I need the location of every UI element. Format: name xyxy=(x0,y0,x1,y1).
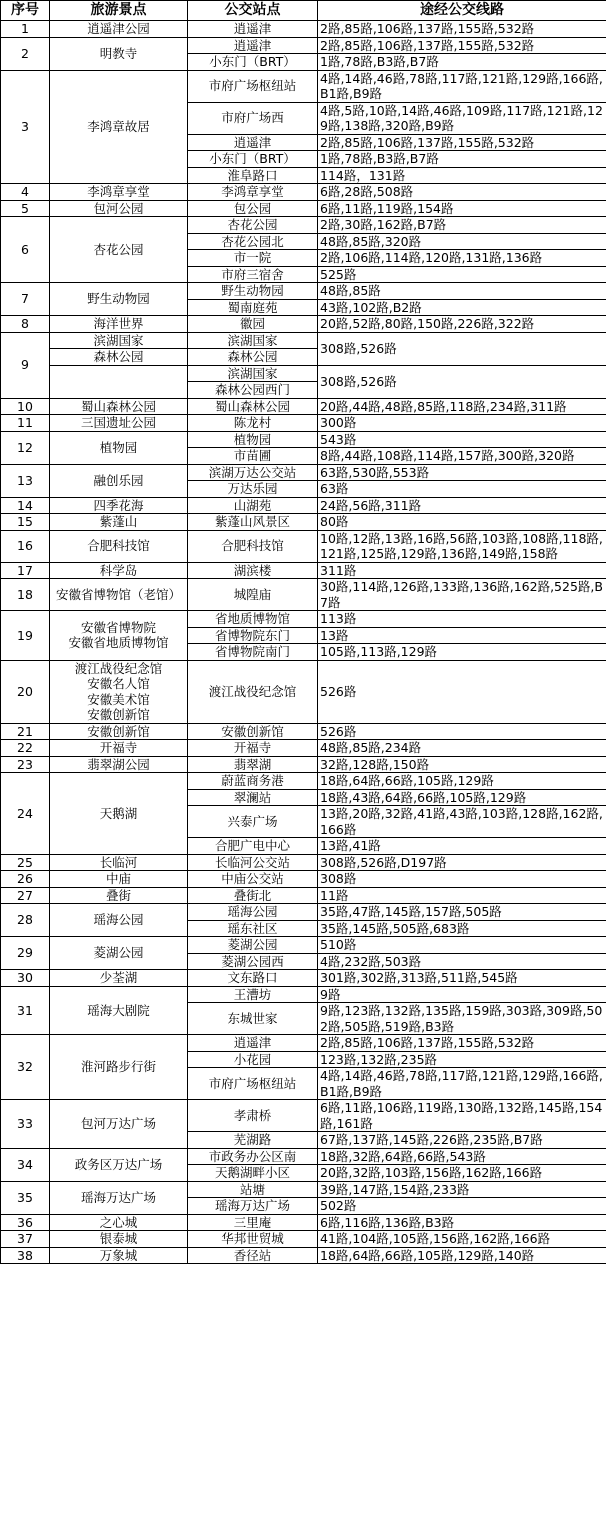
scenic-spot-line: 森林公园 xyxy=(50,349,187,366)
scenic-spot: 合肥科技馆 xyxy=(50,530,188,562)
bus-stop: 东城世家 xyxy=(188,1003,318,1035)
table-row xyxy=(1,562,606,579)
bus-stop: 王漕坊 xyxy=(188,986,318,1003)
bus-routes: 11路 xyxy=(318,887,606,904)
row-index: 10 xyxy=(1,398,50,415)
scenic-spot: 开福寺 xyxy=(50,740,188,757)
table-row xyxy=(1,200,606,217)
row-index: 11 xyxy=(1,415,50,432)
row-index: 35 xyxy=(1,1181,50,1214)
table-row xyxy=(1,611,606,628)
table-row xyxy=(1,723,606,740)
row-index: 37 xyxy=(1,1231,50,1248)
table-row xyxy=(1,579,606,611)
bus-routes: 311路 xyxy=(318,562,606,579)
bus-stop: 逍遥津 xyxy=(188,37,318,54)
bus-stop: 市府三宿舍 xyxy=(188,266,318,283)
scenic-spot: 安徽省博物馆（老馆） xyxy=(50,579,188,611)
scenic-spot xyxy=(50,611,188,661)
scenic-spot: 杏花公园 xyxy=(50,217,188,283)
bus-routes: 2路,30路,162路,B7路 xyxy=(318,217,606,234)
bus-routes: 39路,147路,154路,233路 xyxy=(318,1181,606,1198)
bus-stop: 香径站 xyxy=(188,1247,318,1264)
table-row xyxy=(1,937,606,954)
scenic-spot-line: 安徽名人馆 xyxy=(87,676,150,691)
row-index: 22 xyxy=(1,740,50,757)
bus-stop: 省博物院东门 xyxy=(188,627,318,644)
scenic-spot: 淮河路步行街 xyxy=(50,1035,188,1100)
table-row xyxy=(1,415,606,432)
scenic-spot: 李鸿章享堂 xyxy=(50,184,188,201)
bus-stop: 城隍庙 xyxy=(188,579,318,611)
row-index: 3 xyxy=(1,70,50,184)
table-row xyxy=(1,904,606,921)
bus-stop: 杏花公园北 xyxy=(188,233,318,250)
table-row xyxy=(1,1247,606,1264)
bus-stop: 包公园 xyxy=(188,200,318,217)
table-row xyxy=(1,21,606,38)
bus-routes: 308路,526路 xyxy=(318,365,606,398)
bus-stop: 蜀山森林公园 xyxy=(188,398,318,415)
table-row xyxy=(1,1100,606,1132)
row-index: 29 xyxy=(1,937,50,970)
bus-routes: 9路 xyxy=(318,986,606,1003)
bus-routes: 4路,232路,503路 xyxy=(318,953,606,970)
row-index: 7 xyxy=(1,283,50,316)
scenic-spot: 逍遥津公园 xyxy=(50,21,188,38)
row-index: 21 xyxy=(1,723,50,740)
scenic-spot: 翡翠湖公园 xyxy=(50,756,188,773)
bus-routes: 8路,44路,108路,114路,157路,300路,320路 xyxy=(318,448,606,465)
bus-stop: 省地质博物馆 xyxy=(188,611,318,628)
scenic-spot: 蜀山森林公园 xyxy=(50,398,188,415)
scenic-spot: 包河公园 xyxy=(50,200,188,217)
bus-routes: 18路,64路,66路,105路,129路,140路 xyxy=(318,1247,606,1264)
scenic-spot: 少荃湖 xyxy=(50,970,188,987)
scenic-spot-line: 渡江战役纪念馆 xyxy=(74,660,163,676)
bus-stop: 市府广场枢纽站 xyxy=(188,1068,318,1100)
bus-routes: 113路 xyxy=(318,611,606,628)
bus-routes: 308路 xyxy=(318,871,606,888)
table-row xyxy=(1,773,606,790)
bus-stop: 植物园 xyxy=(188,431,318,448)
bus-routes: 2路,85路,106路,137路,155路,532路 xyxy=(318,21,606,38)
bus-stop: 瑶东社区 xyxy=(188,920,318,937)
table-row xyxy=(1,871,606,888)
table-row xyxy=(1,740,606,757)
table-row xyxy=(1,497,606,514)
row-index: 6 xyxy=(1,217,50,283)
bus-stop: 叠街北 xyxy=(188,887,318,904)
scenic-spot-line: 安徽创新馆 xyxy=(87,707,150,722)
bus-stop: 中庙公交站 xyxy=(188,871,318,888)
bus-routes: 18路,43路,64路,66路,105路,129路 xyxy=(318,789,606,806)
bus-routes: 48路,85路,320路 xyxy=(318,233,606,250)
bus-stop: 市府广场枢纽站 xyxy=(188,70,318,102)
table-row xyxy=(1,37,606,54)
bus-routes: 1路,78路,B3路,B7路 xyxy=(318,151,606,168)
bus-routes: 30路,114路,126路,133路,136路,162路,525路,B7路 xyxy=(318,579,606,611)
row-index: 27 xyxy=(1,887,50,904)
bus-routes: 35路,145路,505路,683路 xyxy=(318,920,606,937)
row-index: 4 xyxy=(1,184,50,201)
bus-routes: 300路 xyxy=(318,415,606,432)
row-index: 32 xyxy=(1,1035,50,1100)
bus-stop: 逍遥津 xyxy=(188,21,318,38)
row-index: 15 xyxy=(1,514,50,531)
bus-stop: 翠澜站 xyxy=(188,789,318,806)
table-row xyxy=(1,887,606,904)
bus-routes: 308路,526路,D197路 xyxy=(318,854,606,871)
row-index: 18 xyxy=(1,579,50,611)
bus-routes: 48路,85路,234路 xyxy=(318,740,606,757)
scenic-spot: 瑶海大剧院 xyxy=(50,986,188,1035)
bus-stop: 滨湖万达公交站 xyxy=(188,464,318,481)
row-index: 31 xyxy=(1,986,50,1035)
row-index: 8 xyxy=(1,316,50,333)
row-index: 30 xyxy=(1,970,50,987)
scenic-spot: 叠街 xyxy=(50,887,188,904)
header-bus-stop: 公交站点 xyxy=(188,1,318,21)
bus-routes: 1路,78路,B3路,B7路 xyxy=(318,54,606,71)
bus-stop: 文东路口 xyxy=(188,970,318,987)
table-row xyxy=(1,514,606,531)
bus-stop: 逍遥津 xyxy=(188,134,318,151)
bus-stop: 菱湖公园 xyxy=(188,937,318,954)
scenic-spot: 安徽创新馆 xyxy=(50,723,188,740)
bus-routes: 4路,14路,46路,78路,117路,121路,129路,166路,B1路,B9路 xyxy=(318,1068,606,1100)
bus-stop: 菱湖公园西 xyxy=(188,953,318,970)
row-index: 38 xyxy=(1,1247,50,1264)
bus-stop: 山湖苑 xyxy=(188,497,318,514)
bus-routes: 502路 xyxy=(318,1198,606,1215)
bus-stop: 兴泰广场 xyxy=(188,806,318,838)
row-index: 14 xyxy=(1,497,50,514)
scenic-spot: 天鹅湖 xyxy=(50,773,188,855)
row-index: 36 xyxy=(1,1214,50,1231)
bus-routes: 63路,530路,553路 xyxy=(318,464,606,481)
bus-routes: 24路,56路,311路 xyxy=(318,497,606,514)
bus-routes: 20路,52路,80路,150路,226路,322路 xyxy=(318,316,606,333)
row-index: 16 xyxy=(1,530,50,562)
scenic-spot: 明教寺 xyxy=(50,37,188,70)
bus-stop: 蜀南庭苑 xyxy=(188,299,318,316)
scenic-spot-line: 安徽省博物院 xyxy=(80,619,156,635)
bus-routes: 308路,526路 xyxy=(318,332,606,365)
row-index: 23 xyxy=(1,756,50,773)
bus-routes: 4路,14路,46路,78路,117路,121路,129路,166路,B1路,B9路 xyxy=(318,70,606,102)
scenic-spot: 紫蓬山 xyxy=(50,514,188,531)
bus-stop: 湖滨楼 xyxy=(188,562,318,579)
scenic-spot: 之心城 xyxy=(50,1214,188,1231)
bus-routes: 114路，131路 xyxy=(318,167,606,184)
table-row xyxy=(1,217,606,234)
scenic-spot: 科学岛 xyxy=(50,562,188,579)
bus-routes: 2路,85路,106路,137路,155路,532路 xyxy=(318,1035,606,1052)
bus-stop: 渡江战役纪念馆 xyxy=(188,660,318,723)
bus-routes: 105路,113路,129路 xyxy=(318,644,606,661)
bus-stop: 野生动物园 xyxy=(188,283,318,300)
bus-routes: 4路,5路,10路,14路,46路,109路,117路,121路,129路,138路,320路,B9路 xyxy=(318,102,606,134)
bus-stop: 芜湖路 xyxy=(188,1132,318,1149)
bus-stop: 森林公园 xyxy=(188,349,318,366)
bus-routes: 510路 xyxy=(318,937,606,954)
bus-routes: 67路,137路,145路,226路,235路,B7路 xyxy=(318,1132,606,1149)
table-row xyxy=(1,431,606,448)
row-index: 17 xyxy=(1,562,50,579)
bus-routes: 2路,85路,106路,137路,155路,532路 xyxy=(318,134,606,151)
header-scenic-spot: 旅游景点 xyxy=(50,1,188,21)
bus-routes: 6路,28路,508路 xyxy=(318,184,606,201)
scenic-spot: 海洋世界 xyxy=(50,316,188,333)
bus-stop: 市一院 xyxy=(188,250,318,267)
bus-stop: 森林公园西门 xyxy=(188,382,318,399)
bus-routes: 6路,11路,106路,119路,130路,132路,145路,154路,161路 xyxy=(318,1100,606,1132)
bus-routes: 80路 xyxy=(318,514,606,531)
table-row xyxy=(1,70,606,102)
scenic-spot xyxy=(50,332,188,398)
scenic-spot: 银泰城 xyxy=(50,1231,188,1248)
bus-routes: 41路,104路,105路,156路,162路,166路 xyxy=(318,1231,606,1248)
bus-routes: 6路,11路,119路,154路 xyxy=(318,200,606,217)
bus-stop: 小东门（BRT） xyxy=(188,54,318,71)
bus-routes: 525路 xyxy=(318,266,606,283)
bus-routes: 35路,47路,145路,157路,505路 xyxy=(318,904,606,921)
bus-stop: 瑶海公园 xyxy=(188,904,318,921)
bus-stop: 徽园 xyxy=(188,316,318,333)
row-index: 13 xyxy=(1,464,50,497)
bus-routes: 2路,106路,114路,120路,131路,136路 xyxy=(318,250,606,267)
bus-stop: 市政务办公区南 xyxy=(188,1148,318,1165)
scenic-spot: 包河万达广场 xyxy=(50,1100,188,1149)
bus-stop: 李鸿章享堂 xyxy=(188,184,318,201)
bus-stop: 华邦世贸城 xyxy=(188,1231,318,1248)
table-row xyxy=(1,660,606,723)
table-row xyxy=(1,1181,606,1198)
table-row xyxy=(1,970,606,987)
scenic-spot: 瑶海公园 xyxy=(50,904,188,937)
row-index: 2 xyxy=(1,37,50,70)
bus-stop: 瑶海万达广场 xyxy=(188,1198,318,1215)
bus-routes: 48路,85路 xyxy=(318,283,606,300)
scenic-spot: 三国遗址公园 xyxy=(50,415,188,432)
bus-routes: 9路,123路,132路,135路,159路,303路,309路,502路,505路,519路,B3路 xyxy=(318,1003,606,1035)
bus-stop: 杏花公园 xyxy=(188,217,318,234)
bus-stop: 蔚蓝商务港 xyxy=(188,773,318,790)
row-index: 24 xyxy=(1,773,50,855)
table-row xyxy=(1,398,606,415)
bus-stop: 合肥科技馆 xyxy=(188,530,318,562)
bus-stop: 陈龙村 xyxy=(188,415,318,432)
bus-routes: 123路,132路,235路 xyxy=(318,1051,606,1068)
bus-stop: 省博物院南门 xyxy=(188,644,318,661)
row-index: 1 xyxy=(1,21,50,38)
scenic-spot: 菱湖公园 xyxy=(50,937,188,970)
bus-stop: 开福寺 xyxy=(188,740,318,757)
bus-stop: 长临河公交站 xyxy=(188,854,318,871)
bus-routes: 20路,44路,48路,85路,118路,234路,311路 xyxy=(318,398,606,415)
bus-stop: 逍遥津 xyxy=(188,1035,318,1052)
row-index: 26 xyxy=(1,871,50,888)
bus-stop: 站塘 xyxy=(188,1181,318,1198)
bus-stop: 三里庵 xyxy=(188,1214,318,1231)
bus-routes: 526路 xyxy=(318,660,606,723)
bus-routes: 13路,20路,32路,41路,43路,103路,128路,162路,166路 xyxy=(318,806,606,838)
bus-stop: 小花园 xyxy=(188,1051,318,1068)
scenic-spot: 瑶海万达广场 xyxy=(50,1181,188,1214)
scenic-spot: 李鸿章故居 xyxy=(50,70,188,184)
scenic-spot: 万象城 xyxy=(50,1247,188,1264)
bus-routes: 18路,64路,66路,105路,129路 xyxy=(318,773,606,790)
bus-stop: 天鹅湖畔小区 xyxy=(188,1165,318,1182)
scenic-spot: 政务区万达广场 xyxy=(50,1148,188,1181)
bus-stop: 紫蓬山风景区 xyxy=(188,514,318,531)
bus-stop: 市苗圃 xyxy=(188,448,318,465)
table-row xyxy=(1,464,606,481)
bus-stop: 合肥广电中心 xyxy=(188,838,318,855)
scenic-spot xyxy=(50,660,188,723)
bus-routes: 43路,102路,B2路 xyxy=(318,299,606,316)
bus-routes: 13路,41路 xyxy=(318,838,606,855)
bus-routes: 32路,128路,150路 xyxy=(318,756,606,773)
scenic-spot-line: 安徽美术馆 xyxy=(87,691,150,707)
header-bus-routes: 途经公交线路 xyxy=(318,1,606,21)
row-index: 12 xyxy=(1,431,50,464)
table-row xyxy=(1,756,606,773)
header-index: 序号 xyxy=(1,1,50,21)
bus-stop: 孝肃桥 xyxy=(188,1100,318,1132)
bus-stop: 万达乐园 xyxy=(188,481,318,498)
table-row xyxy=(1,332,606,349)
table-row xyxy=(1,184,606,201)
row-index: 33 xyxy=(1,1100,50,1149)
scenic-spot-line: 安徽省地质博物馆 xyxy=(68,635,169,651)
scenic-spot: 长临河 xyxy=(50,854,188,871)
bus-stop: 滨湖国家 xyxy=(188,332,318,349)
bus-routes: 301路,302路,313路,511路,545路 xyxy=(318,970,606,987)
bus-routes: 10路,12路,13路,16路,56路,103路,108路,118路,121路,125路,129路,136路,149路,158路 xyxy=(318,530,606,562)
bus-stop: 翡翠湖 xyxy=(188,756,318,773)
row-index: 34 xyxy=(1,1148,50,1181)
table-row xyxy=(1,986,606,1003)
table-row xyxy=(1,854,606,871)
scenic-spot: 四季花海 xyxy=(50,497,188,514)
row-index: 25 xyxy=(1,854,50,871)
scenic-spot: 野生动物园 xyxy=(50,283,188,316)
bus-routes: 526路 xyxy=(318,723,606,740)
bus-routes: 2路,85路,106路,137路,155路,532路 xyxy=(318,37,606,54)
bus-stop: 安徽创新馆 xyxy=(188,723,318,740)
row-index: 9 xyxy=(1,332,50,398)
scenic-spot: 中庙 xyxy=(50,871,188,888)
scenic-spot: 植物园 xyxy=(50,431,188,464)
bus-routes: 13路 xyxy=(318,627,606,644)
row-index: 19 xyxy=(1,611,50,661)
row-index: 5 xyxy=(1,200,50,217)
table-row xyxy=(1,1214,606,1231)
table-row xyxy=(1,1035,606,1052)
table-row xyxy=(1,530,606,562)
header-row xyxy=(1,1,606,21)
bus-stop: 小东门（BRT） xyxy=(188,151,318,168)
row-index: 28 xyxy=(1,904,50,937)
bus-stop: 市府广场西 xyxy=(188,102,318,134)
table-row xyxy=(1,283,606,300)
table-row xyxy=(1,1231,606,1248)
scenic-spot: 融创乐园 xyxy=(50,464,188,497)
bus-routes: 543路 xyxy=(318,431,606,448)
bus-routes: 6路,116路,136路,B3路 xyxy=(318,1214,606,1231)
bus-stop: 淮阜路口 xyxy=(188,167,318,184)
row-index: 20 xyxy=(1,660,50,723)
bus-routes: 18路,32路,64路,66路,543路 xyxy=(318,1148,606,1165)
bus-routes: 63路 xyxy=(318,481,606,498)
table-row xyxy=(1,1148,606,1165)
bus-routes: 20路,32路,103路,156路,162路,166路 xyxy=(318,1165,606,1182)
scenic-spot-line: 滨湖国家 xyxy=(50,333,187,350)
bus-stop: 滨湖国家 xyxy=(188,365,318,382)
table-row xyxy=(1,316,606,333)
